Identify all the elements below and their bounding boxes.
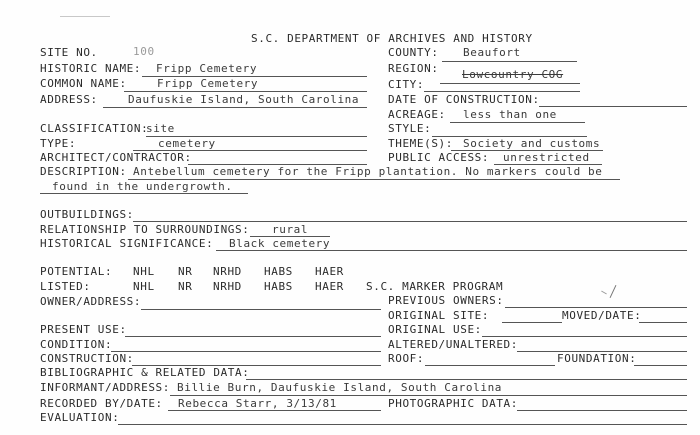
common-name-label: COMMON NAME: [40,77,127,90]
potential-habs: HABS [264,265,293,278]
evaluation-label: EVALUATION: [40,411,120,424]
construction-label: CONSTRUCTION: [40,352,134,365]
public-access-label: PUBLIC ACCESS: [388,151,490,164]
roof-label: ROOF: [388,352,425,365]
original-site-label: ORIGINAL SITE: [388,309,490,322]
previous-owners-line [505,307,687,308]
foundation-label: FOUNDATION: [557,352,637,365]
photographic-line [517,410,687,411]
informant-label: INFORMANT/ADDRESS: [40,381,171,394]
county-value: Beaufort [463,46,521,59]
card-title: S.C. DEPARTMENT OF ARCHIVES AND HISTORY [251,32,533,45]
address-label: ADDRESS: [40,93,98,106]
roof-line [425,365,555,366]
city-line [424,91,580,92]
listed-nrhd: NRHD [213,280,242,293]
original-use-line [482,336,687,337]
site-no-label: SITE NO. [40,46,98,59]
address-value: Daufuskie Island, South Carolina [128,93,360,106]
owner-label: OWNER/ADDRESS: [40,295,142,308]
listed-nhl: NHL [133,280,155,293]
type-value: cemetery [158,137,216,150]
potential-nr: NR [178,265,193,278]
altered-label: ALTERED/UNALTERED: [388,338,519,351]
region-value: Lowcountry COG [462,68,564,81]
significance-line [216,250,687,251]
public-access-value: unrestricted [503,151,590,164]
region-label: REGION: [388,62,439,75]
common-name-value: Fripp Cemetery [157,77,259,90]
potential-nrhd: NRHD [213,265,242,278]
significance-value: Black cemetery [229,237,331,250]
moved-date-line [639,322,687,323]
description-line-1: Antebellum cemetery for the Fripp plantation. No markers could be [133,165,603,178]
evaluation-line [118,424,687,425]
address-line [103,107,367,108]
potential-haer: HAER [315,265,344,278]
condition-line [111,351,381,352]
recorded-value: Rebecca Starr, 3/13/81 [178,397,337,410]
potential-nhl: NHL [133,265,155,278]
photographic-label: PHOTOGRAPHIC DATA: [388,397,519,410]
region-line [440,83,580,84]
listed-label: LISTED: [40,280,91,293]
informant-value: Billie Burn, Daufuskie Island, South Carolina [177,381,503,394]
acreage-line [450,122,585,123]
county-line [442,61,577,62]
acreage-value: less than one [463,108,557,121]
style-label: STYLE: [388,122,432,135]
potential-label: POTENTIAL: [40,265,113,278]
type-label: TYPE: [40,137,77,150]
description-underline-2 [40,193,248,194]
present-use-line [125,336,381,337]
relationship-value: rural [272,223,309,236]
recorded-label: RECORDED BY/DATE: [40,397,163,410]
relationship-label: RELATIONSHIP TO SURROUNDINGS: [40,223,250,236]
county-label: COUNTY: [388,46,439,59]
historic-name-value: Fripp Cemetery [156,62,258,75]
historic-name-label: HISTORIC NAME: [40,62,142,75]
original-site-line [502,322,562,323]
condition-label: CONDITION: [40,338,113,351]
marker-program-label: S.C. MARKER PROGRAM [366,280,504,293]
owner-line [141,309,381,310]
city-label: CITY: [388,78,425,91]
bibliography-label: BIBLIOGRAPHIC & RELATED DATA: [40,366,250,379]
classification-label: CLASSIFICATION: [40,122,149,135]
outbuildings-line [133,221,687,222]
acreage-label: ACREAGE: [388,108,446,121]
architect-label: ARCHITECT/CONTRACTOR: [40,151,192,164]
corner-mark [60,16,110,17]
informant-line [170,395,687,396]
moved-date-label: MOVED/DATE: [562,309,642,322]
outbuildings-label: OUTBUILDINGS: [40,208,134,221]
description-label: DESCRIPTION: [40,165,127,178]
pencil-tick-mark [601,291,607,295]
common-name-line [124,91,367,92]
listed-habs: HABS [264,280,293,293]
significance-label: HISTORICAL SIGNIFICANCE: [40,237,214,250]
description-line-2: found in the undergrowth. [52,180,233,193]
bibliography-line [246,379,687,380]
recorded-line [168,410,381,411]
classification-value: site [146,122,175,135]
foundation-line [634,365,687,366]
present-use-label: PRESENT USE: [40,323,127,336]
pencil-slash-mark [610,285,617,298]
site-no-value: 100 [133,45,155,58]
listed-nr: NR [178,280,193,293]
theme-label: THEME(S): [388,137,454,150]
theme-value: Society and customs [463,137,601,150]
original-use-label: ORIGINAL USE: [388,323,482,336]
listed-haer: HAER [315,280,344,293]
previous-owners-label: PREVIOUS OWNERS: [388,294,504,307]
date-construction-label: DATE OF CONSTRUCTION: [388,93,540,106]
date-construction-line [539,106,687,107]
